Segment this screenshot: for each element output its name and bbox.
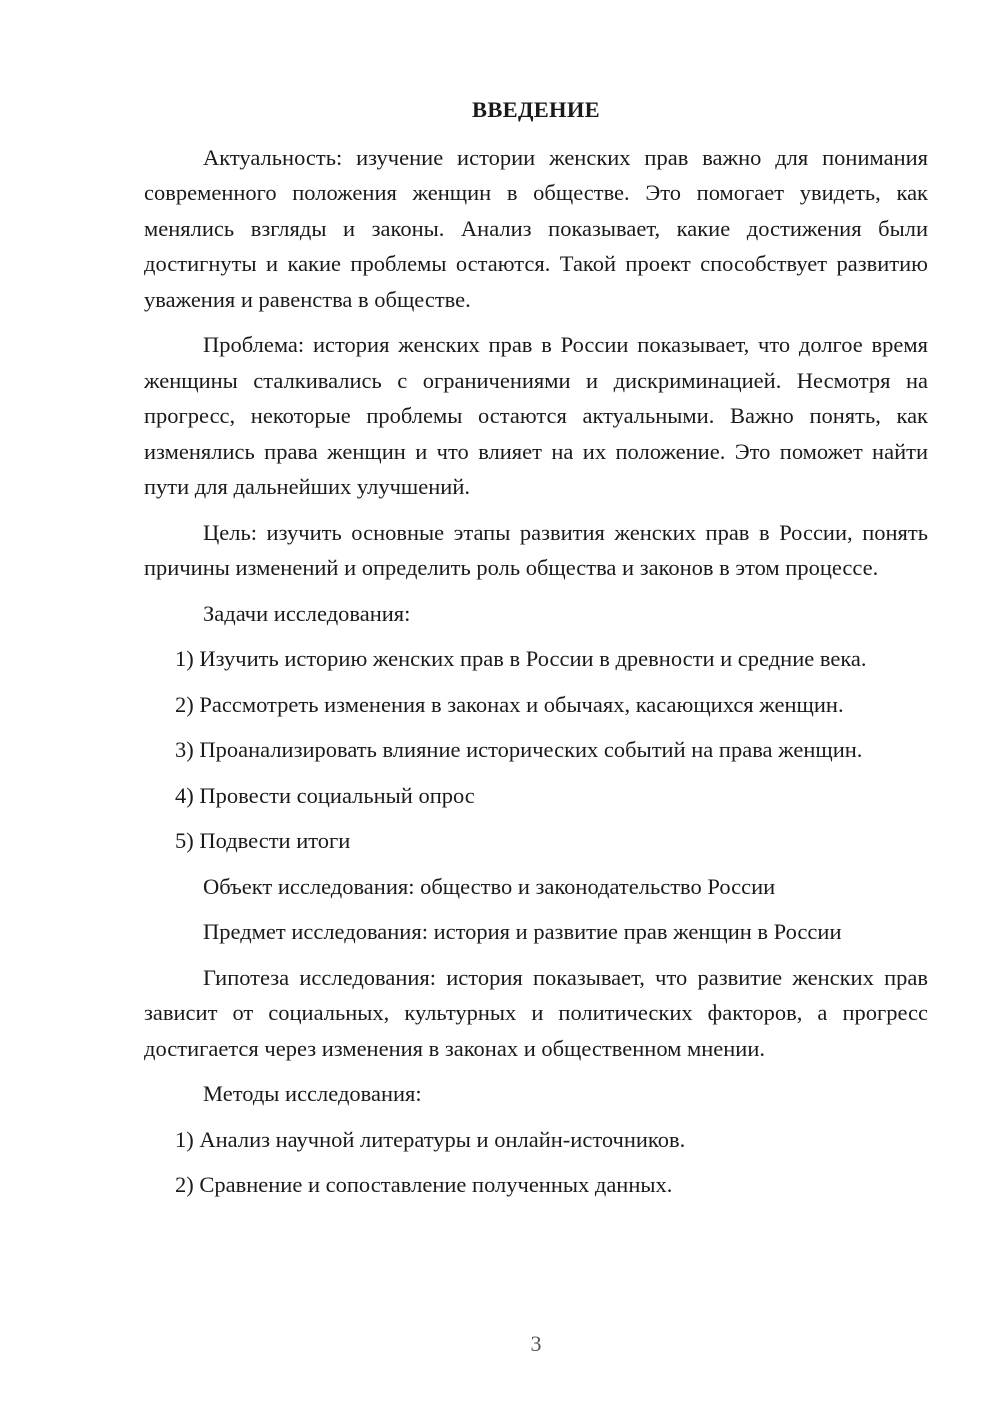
task-item: 4) Провести социальный опрос [175, 782, 475, 808]
task-item: 1) Изучить историю женских прав в России в древности и средние века. [175, 646, 867, 671]
document-page [144, 92, 928, 1213]
research-object: Объект исследования: общество и законодательство России [203, 873, 776, 899]
research-hypothesis: Гипотеза исследования: история показывает, что развитие женских прав зависит от социальных, культурных и политических факторов, а прогресс достигается через изменения в законах и общественном мнении. [144, 964, 928, 1061]
task-item: 3) Проанализировать влияние исторических событий на права женщин. [175, 737, 863, 762]
method-item: 2) Сравнение и сопоставление полученных данных. [175, 1172, 673, 1197]
page-number: 3 [530, 1331, 542, 1356]
problem-paragraph: Проблема: история женских прав в России показывает, что долгое время женщины сталкивались с ограничениями и дискриминацией. Несмотря на прогресс, некоторые проблемы остаются актуальными. Важно понять, как изменялись права женщин и что влияет на их положение. Это поможет найти пути для дальнейших улучшений. [144, 332, 928, 499]
research-subject: Предмет исследования: история и развитие прав женщин в России [203, 919, 842, 944]
relevance-paragraph: Актуальность: изучение истории женских прав важно для понимания современного положения женщин в обществе. Это помогает увидеть, как менялись взгляды и законы. Анализ показывает, какие достижения были достигнуты и какие проблемы остаются. Такой проект способствует развитию уважения и равенства в обществе. [144, 144, 928, 312]
task-item: 2) Рассмотреть изменения в законах и обычаях, касающихся женщин. [175, 691, 844, 717]
methods-heading: Методы исследования: [203, 1081, 422, 1106]
task-item: 5) Подвести итоги [175, 828, 351, 853]
tasks-heading: Задачи исследования: [203, 600, 411, 626]
method-item: 1) Анализ научной литературы и онлайн-источников. [175, 1126, 686, 1152]
section-title: ВВЕДЕНИЕ [472, 97, 600, 122]
goal-paragraph: Цель: изучить основные этапы развития женских прав в России, понять причины изменений и определить роль общества и законов в этом процессе. [144, 519, 928, 580]
